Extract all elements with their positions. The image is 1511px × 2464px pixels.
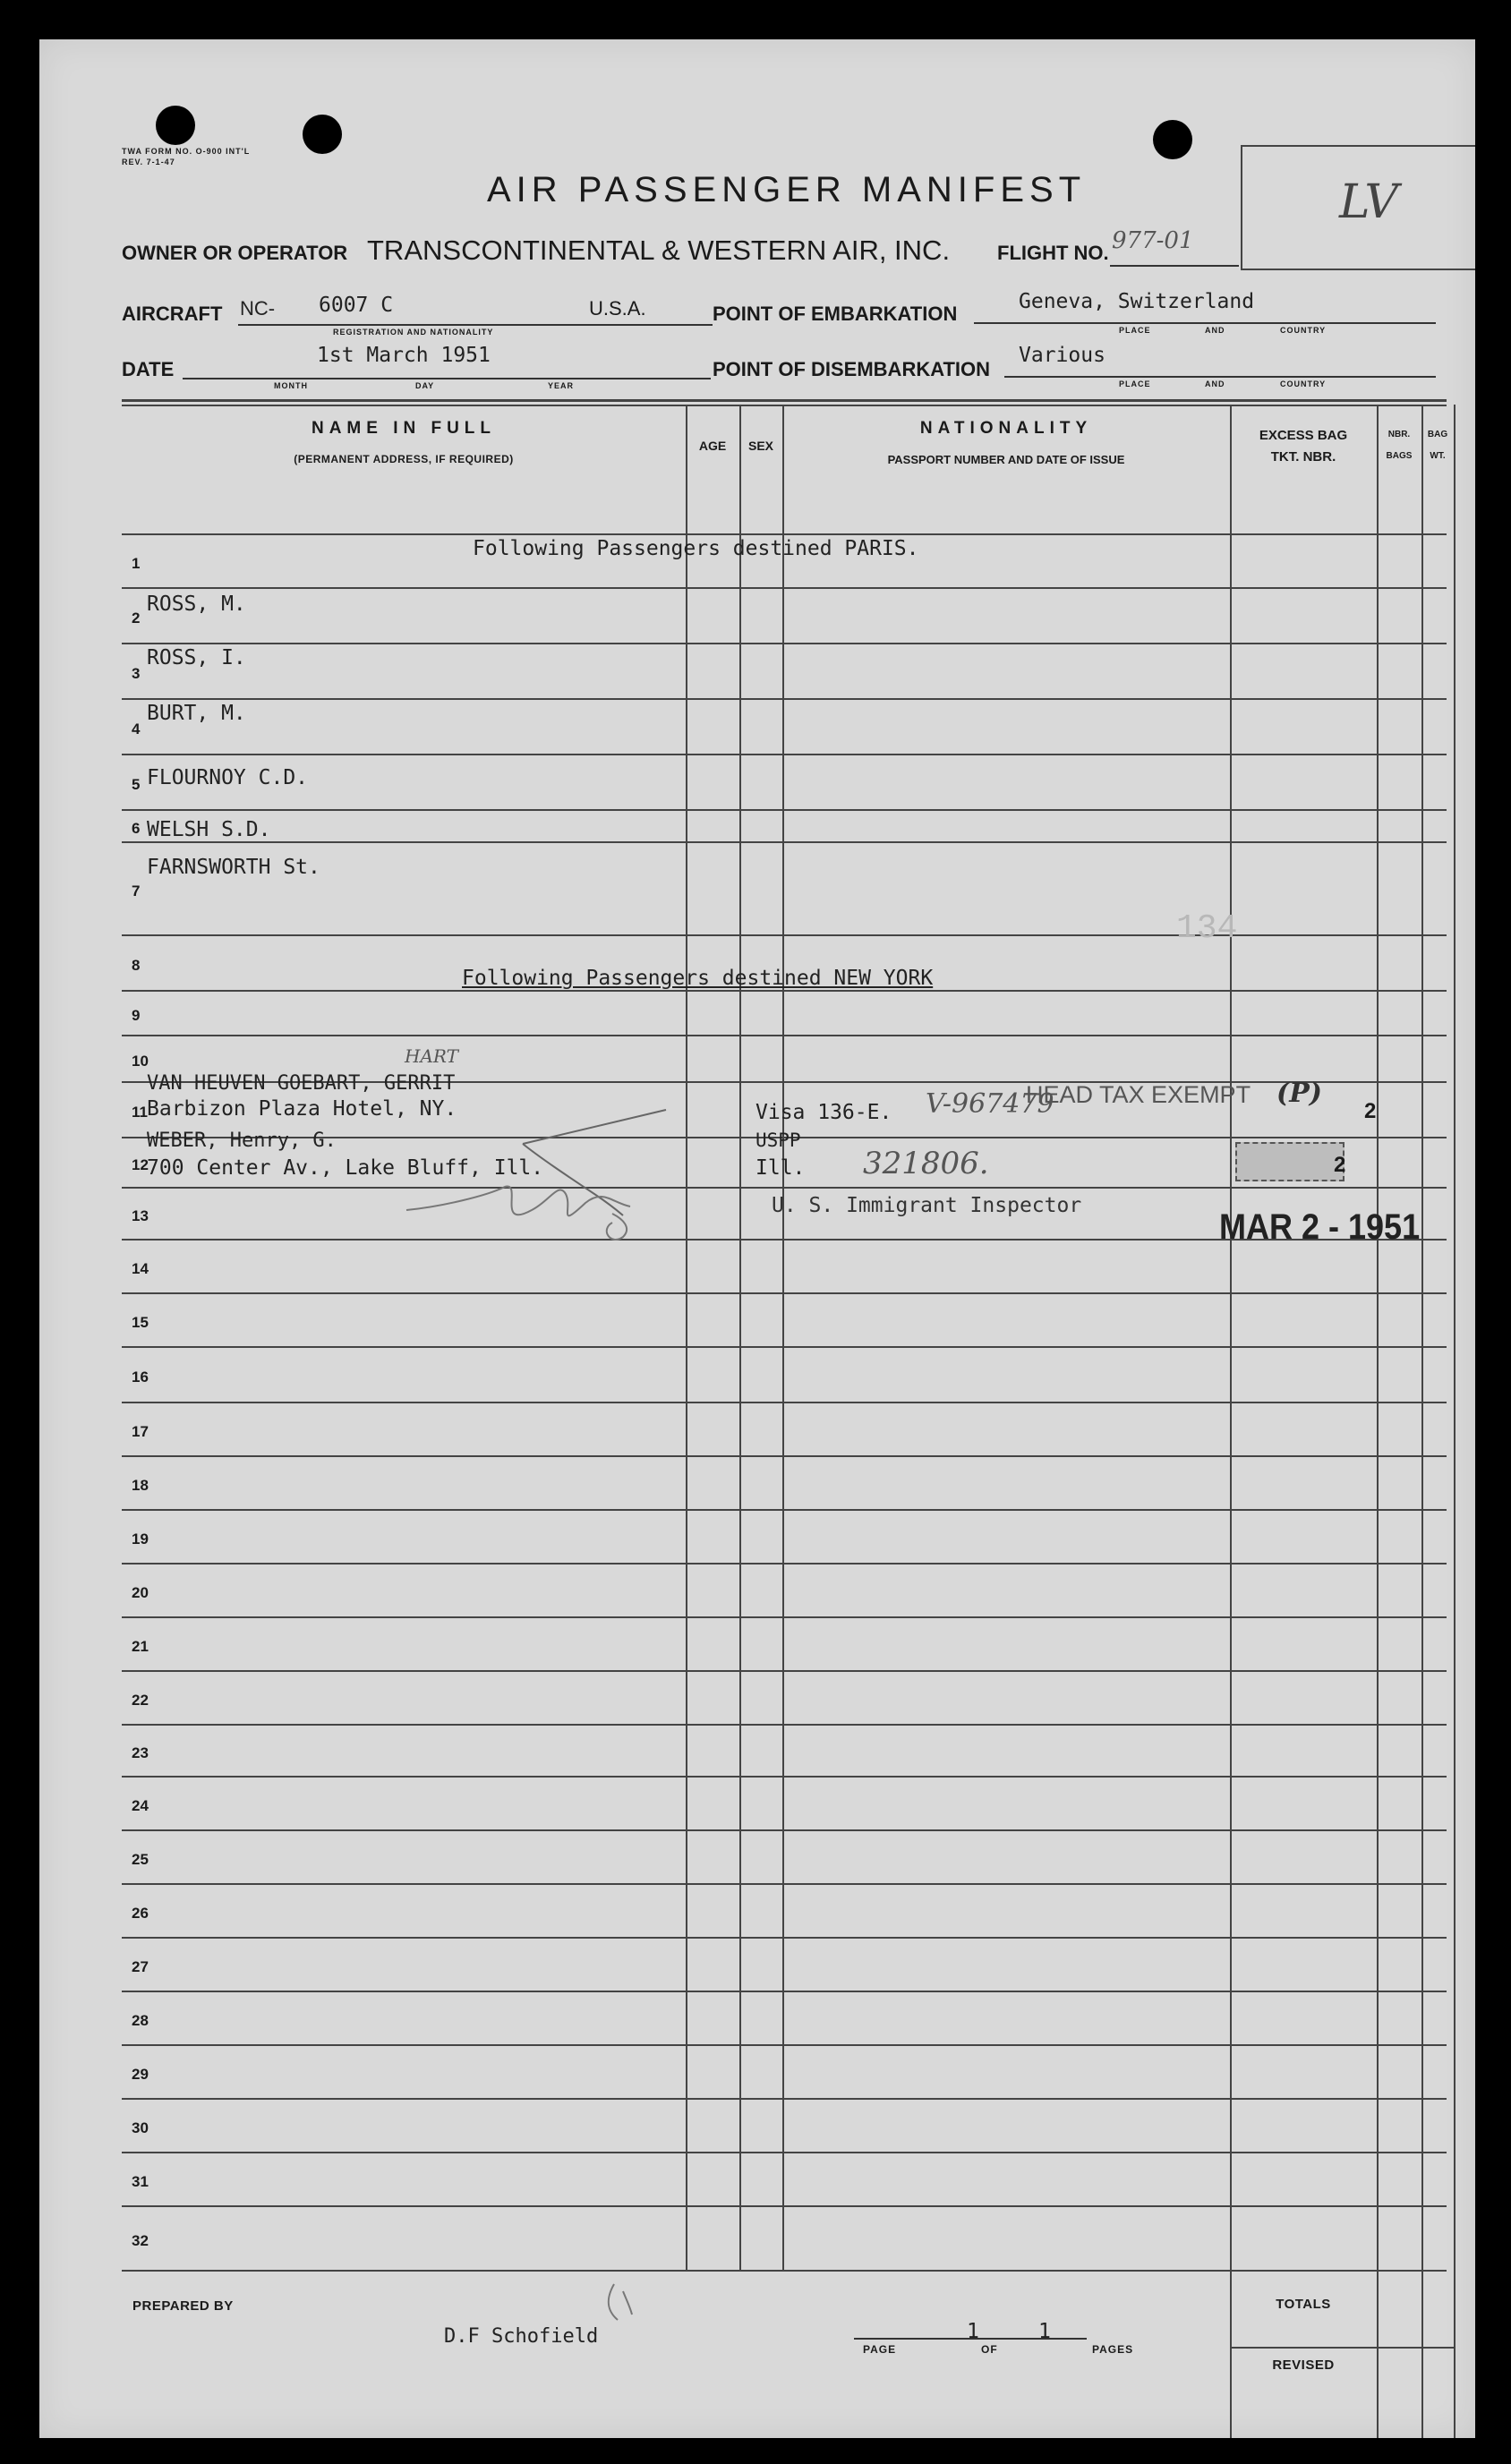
disembarkation-label: POINT OF DISEMBARKATION — [713, 358, 991, 380]
row-11-visa-hand: V-967479 — [926, 1088, 1054, 1120]
row-rule — [122, 1035, 1447, 1036]
row-rule — [122, 841, 1447, 843]
row-number: 15 — [132, 1314, 149, 1331]
row-number: 21 — [132, 1638, 149, 1655]
row-number: 24 — [132, 1797, 149, 1814]
page-title: AIR PASSENGER MANIFEST — [487, 170, 1087, 209]
aircraft-prefix: NC- — [240, 297, 276, 320]
aircraft-nationality: U.S.A. — [589, 297, 646, 320]
row-12-stamp-box — [1235, 1142, 1345, 1181]
row-rule — [122, 2152, 1447, 2153]
row-number: 18 — [132, 1477, 149, 1494]
row-3-name: ROSS, I. — [147, 646, 246, 669]
row-number: 1 — [132, 555, 141, 572]
row-12-passport-hand: 321806. — [863, 1146, 989, 1181]
row-13-date-stamp: MAR 2 - 1951 — [1219, 1206, 1421, 1247]
punch-hole-right — [1153, 120, 1192, 159]
aircraft-label: AIRCRAFT — [122, 303, 223, 325]
flight-label: FLIGHT NO. — [997, 242, 1109, 264]
row-number: 16 — [132, 1368, 149, 1385]
col-header-nationality-sub: PASSPORT NUMBER AND DATE OF ISSUE — [887, 453, 1125, 466]
row-rule — [122, 1829, 1447, 1831]
row-12-bags: 2 — [1334, 1153, 1346, 1177]
row-rule — [122, 990, 1447, 992]
col-header-nbr-2: BAGS — [1386, 451, 1413, 461]
totals-label: TOTALS — [1276, 2297, 1331, 2312]
of-label: OF — [981, 2343, 998, 2356]
row-11-visa: Visa 136-E. — [756, 1101, 892, 1124]
row-rule — [122, 1670, 1447, 1672]
row-number: 7 — [132, 882, 141, 899]
corner-mark: LV — [1339, 175, 1398, 229]
row-11-stamp: HEAD TAX EXEMPT — [1026, 1081, 1251, 1108]
row-rule — [122, 934, 1447, 936]
row-rule — [122, 2205, 1447, 2207]
col-header-nbr-1: NBR. — [1387, 430, 1411, 439]
row-7-name: FARNSWORTH St. — [147, 856, 320, 879]
row-9-text: Following Passengers destined NEW YORK — [462, 967, 934, 990]
date-value: 1st March 1951 — [317, 344, 491, 367]
row-rule — [122, 1292, 1447, 1294]
row-number: 30 — [132, 2119, 149, 2136]
row-number: 28 — [132, 2012, 149, 2029]
row-number: 14 — [132, 1260, 149, 1277]
form-revision: REV. 7-1-47 — [122, 158, 175, 166]
owner-label: OWNER OR OPERATOR — [122, 242, 348, 264]
row-rule — [122, 1991, 1447, 1992]
row-rule — [122, 1563, 1447, 1565]
embark-sub-place: PLACE — [1119, 326, 1151, 335]
row-rule — [122, 1616, 1447, 1618]
disembark-sub-country: COUNTRY — [1280, 379, 1327, 388]
row-rule — [122, 1509, 1447, 1511]
row-number: 29 — [132, 2066, 149, 2083]
row-rule — [122, 1402, 1447, 1403]
embark-sub-country: COUNTRY — [1280, 326, 1327, 335]
col-header-age: AGE — [698, 439, 727, 453]
row-number: 27 — [132, 1958, 149, 1975]
row-rule — [122, 2098, 1447, 2100]
punch-hole-left-1 — [156, 106, 195, 145]
row-number: 11 — [132, 1104, 148, 1121]
disembarkation-value: Various — [1019, 344, 1106, 367]
col-header-nationality: NATIONALITY — [919, 419, 1093, 438]
page-total: 1 — [1038, 2320, 1051, 2343]
row-rule — [122, 587, 1447, 589]
row-6-name: WELSH S.D. — [147, 818, 271, 841]
aircraft-registration: 6007 C — [319, 294, 394, 317]
row-11-hand: HART — [405, 1045, 458, 1067]
date-sub-day: DAY — [415, 381, 435, 390]
date-sub-year: YEAR — [548, 381, 575, 390]
form-code: TWA FORM NO. O-900 INT'L — [122, 147, 251, 156]
row-4-name: BURT, M. — [147, 702, 246, 725]
embarkation-value: Geneva, Switzerland — [1019, 290, 1255, 313]
row-2-name: ROSS, M. — [147, 593, 246, 616]
row-number: 5 — [132, 776, 141, 793]
revised-label: REVISED — [1272, 2357, 1335, 2373]
row-number: 17 — [132, 1423, 149, 1440]
row-5-name: FLOURNOY C.D. — [147, 766, 309, 789]
row-rule — [122, 2044, 1447, 2046]
disembark-sub-place: PLACE — [1119, 379, 1151, 388]
col-header-bag-2: WT. — [1430, 451, 1446, 461]
row-number: 6 — [132, 820, 141, 837]
registration-sublabel: REGISTRATION AND NATIONALITY — [333, 328, 494, 337]
row-12-name: WEBER, Henry, G. — [147, 1130, 337, 1152]
col-header-excess-2: TKT. NBR. — [1270, 449, 1336, 465]
flight-number: 977-01 — [1112, 227, 1194, 254]
row-12-passport-1: USPP — [756, 1130, 801, 1151]
row-rule — [122, 1776, 1447, 1778]
row-number: 4 — [132, 720, 141, 737]
col-header-name-sub: (PERMANENT ADDRESS, IF REQUIRED) — [294, 453, 514, 465]
col-header-bag-1: BAG — [1427, 430, 1448, 439]
row-rule — [122, 754, 1447, 755]
page-label: PAGE — [863, 2343, 897, 2356]
row-number: 10 — [132, 1053, 149, 1070]
row-1-text: Following Passengers destined PARIS. — [473, 537, 919, 560]
row-rule — [122, 1187, 1447, 1189]
row-number: 2 — [132, 610, 141, 627]
row-11-address: Barbizon Plaza Hotel, NY. — [147, 1097, 457, 1121]
row-number: 13 — [132, 1207, 149, 1224]
row-rule — [122, 809, 1447, 811]
col-header-sex: SEX — [747, 439, 773, 453]
row-number: 22 — [132, 1692, 149, 1709]
prepared-by-label: PREPARED BY — [132, 2298, 234, 2314]
row-rule — [122, 698, 1447, 700]
row-rule — [122, 1724, 1447, 1726]
row-number: 25 — [132, 1851, 149, 1868]
date-sub-month: MONTH — [274, 381, 308, 390]
row-number: 32 — [132, 2232, 149, 2249]
pages-label: PAGES — [1092, 2343, 1134, 2356]
row-11-bags: 2 — [1364, 1099, 1377, 1123]
page-number: 1 — [967, 2320, 979, 2343]
row-8-faint: 134 — [1176, 909, 1238, 948]
row-number: 20 — [132, 1584, 149, 1601]
row-rule — [122, 1455, 1447, 1457]
owner-value: TRANSCONTINENTAL & WESTERN AIR, INC. — [367, 234, 951, 266]
row-13-inspector: U. S. Immigrant Inspector — [772, 1194, 1082, 1217]
embark-sub-and: AND — [1205, 326, 1225, 335]
row-number: 23 — [132, 1744, 149, 1761]
row-number: 9 — [132, 1007, 141, 1024]
row-number: 31 — [132, 2173, 149, 2190]
row-number: 3 — [132, 665, 141, 682]
punch-hole-left-2 — [303, 115, 342, 154]
row-11-stamp-mark: (P) — [1276, 1078, 1322, 1109]
row-rule — [122, 1346, 1447, 1348]
manifest-sheet — [39, 39, 1475, 2438]
row-12-address: 700 Center Av., Lake Bluff, Ill. — [147, 1156, 544, 1180]
row-number: 19 — [132, 1530, 149, 1547]
row-rule — [122, 643, 1447, 644]
row-rule — [122, 1937, 1447, 1939]
col-header-excess-1: EXCESS BAG — [1259, 428, 1348, 443]
date-label: DATE — [122, 358, 175, 380]
row-number: 12 — [132, 1156, 149, 1173]
row-11-name: VAN HEUVEN GOEBART, GERRIT — [147, 1072, 456, 1095]
row-number: 8 — [132, 957, 141, 974]
row-rule — [122, 1883, 1447, 1885]
preparer-name: D.F Schofield — [444, 2325, 599, 2348]
col-header-name: NAME IN FULL — [311, 419, 497, 438]
row-number: 26 — [132, 1905, 149, 1922]
embarkation-label: POINT OF EMBARKATION — [713, 303, 958, 325]
disembark-sub-and: AND — [1205, 379, 1225, 388]
row-12-passport-2: Ill. — [756, 1156, 806, 1180]
inspector-signature — [388, 1096, 764, 1283]
